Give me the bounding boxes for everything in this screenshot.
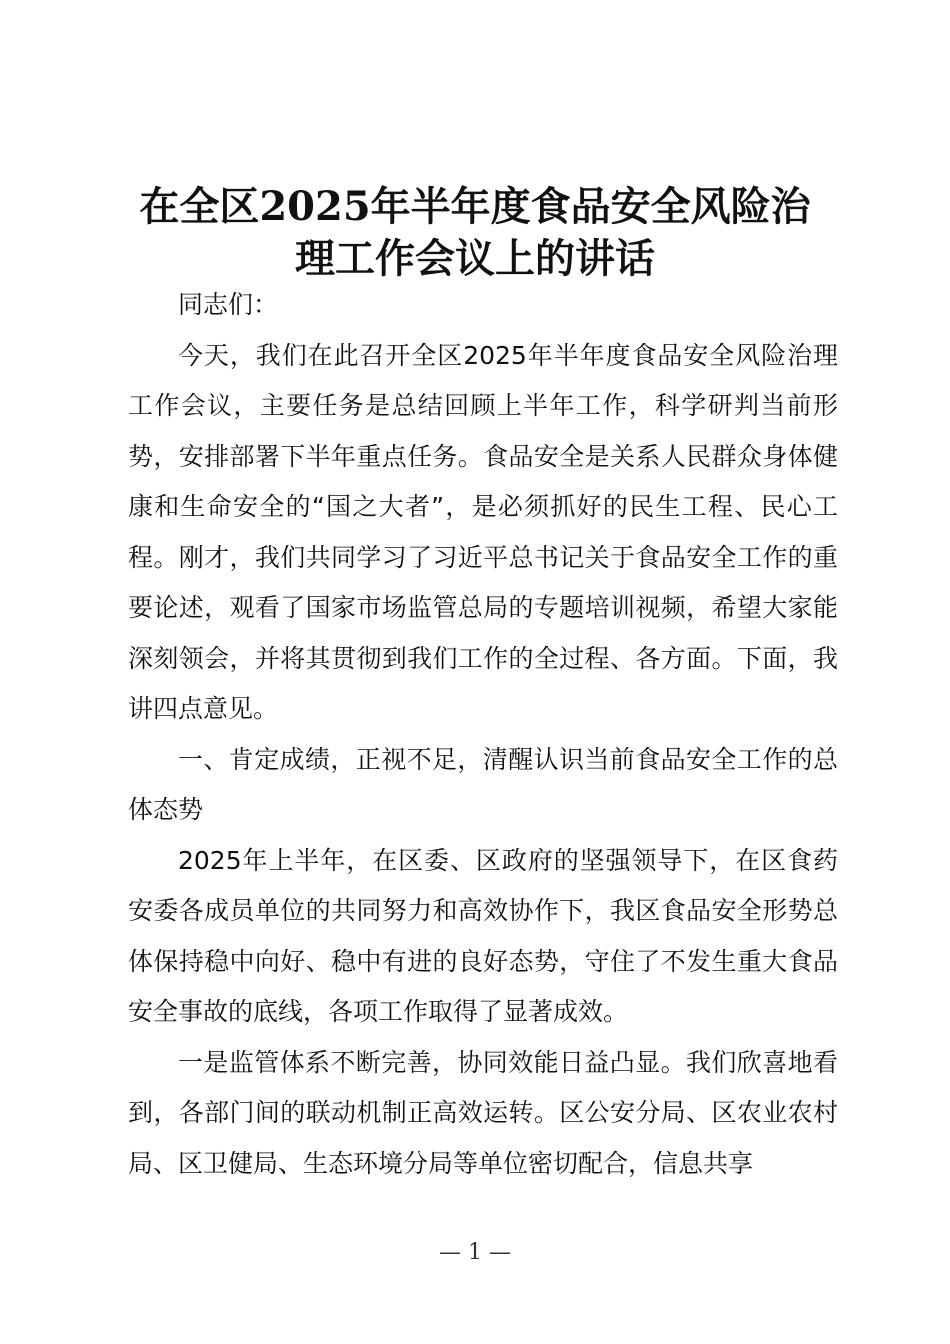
paragraph-point-1: 一是监管体系不断完善，协同效能日益凸显。我们欣喜地看到，各部门间的联动机制正高效运转。区公安分局、区农业农村局、区卫健局、生态环境分局等单位密切配合，信息共享 [128,1047,838,1178]
section-heading-1: 一、肯定成绩，正视不足，清醒认识当前食品安全工作的总体态势 [128,744,838,824]
paragraph-achievements: 2025年上半年，在区委、区政府的坚强领导下，在区食药安委各成员单位的共同努力和高效协作下，我区食品安全形势总体保持稳中向好、稳中有进的良好态势，守住了不发生重大食品安全事故的底线，各项工作取得了显著成效。 [128,845,838,1026]
document-body [128,280,838,1189]
page-number: — 1 — [439,1240,511,1265]
salutation: 同志们： [178,290,279,319]
document-title-line-1: 在全区2025年半年度食品安全风险治 [139,183,811,230]
document-title-line-2: 理工作会议上的讲话 [295,235,655,282]
paragraph-intro: 今天，我们在此召开全区2025年半年度食品安全风险治理工作会议，主要任务是总结回顾上半年工作，科学研判当前形势，安排部署下半年重点任务。食品安全是关系人民群众身体健康和生命安全的“国之大者”，是必须抓好的民生工程、民心工程。刚才，我们共同学习了习近平总书记关于食品安全工作的重要论述，观看了国家市场监管总局的专题培训视频，希望大家能深刻领会，并将其贯彻到我们工作的全过程、各方面。下面，我讲四点意见。 [128,340,838,723]
